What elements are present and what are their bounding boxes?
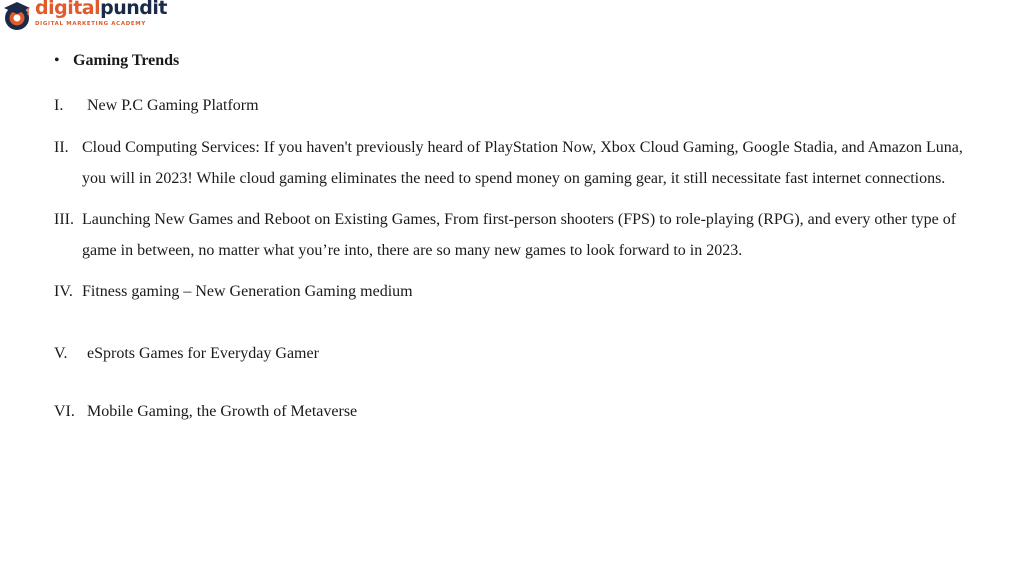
logo-word-digital: digital [35,0,101,19]
logo-tagline: DIGITAL MARKETING ACADEMY [35,21,146,27]
item-number: II. [54,139,69,156]
item-text: Mobile Gaming, the Growth of Metaverse [87,403,358,420]
list-item-5 [54,338,974,369]
slide-heading: Gaming Trends [73,52,180,69]
list-item-2 [54,132,974,194]
item-text: eSprots Games for Everyday Gamer [87,345,319,362]
list-item-1 [54,90,974,121]
bullet-icon: • [54,52,60,69]
item-text: New P.C Gaming Platform [87,97,259,114]
brand-logo [2,0,168,34]
list-item-4 [54,276,974,307]
list-item-3 [54,204,974,266]
logo-wordmark [35,0,167,19]
item-number: IV. [54,283,73,300]
item-number: VI. [54,403,75,420]
item-number: III. [54,211,74,228]
logo-word-pundit: pundit [100,0,168,19]
item-text: Launching New Games and Reboot on Existing Games, From first-person shooters (FPS) to role-playing (RPG), and every other type of game in between, no matter what you’re into, there are so many new games to look forward to in 2023. [82,211,957,259]
item-number: I. [54,97,64,114]
slide-content [54,52,974,427]
list-item-6 [54,396,974,427]
item-text: Cloud Computing Services: If you haven't previously heard of PlayStation Now, Xbox Cloud Gaming, Google Stadia, and Amazon Luna, you will in 2023! While cloud gaming eliminates the need to spend money on gaming gear, it still necessitate fast internet connections. [82,139,963,187]
item-text: Fitness gaming – New Generation Gaming medium [82,283,413,300]
graduation-cap-logo-icon [2,1,32,31]
item-number: V. [54,345,68,362]
heading-row [54,52,974,76]
